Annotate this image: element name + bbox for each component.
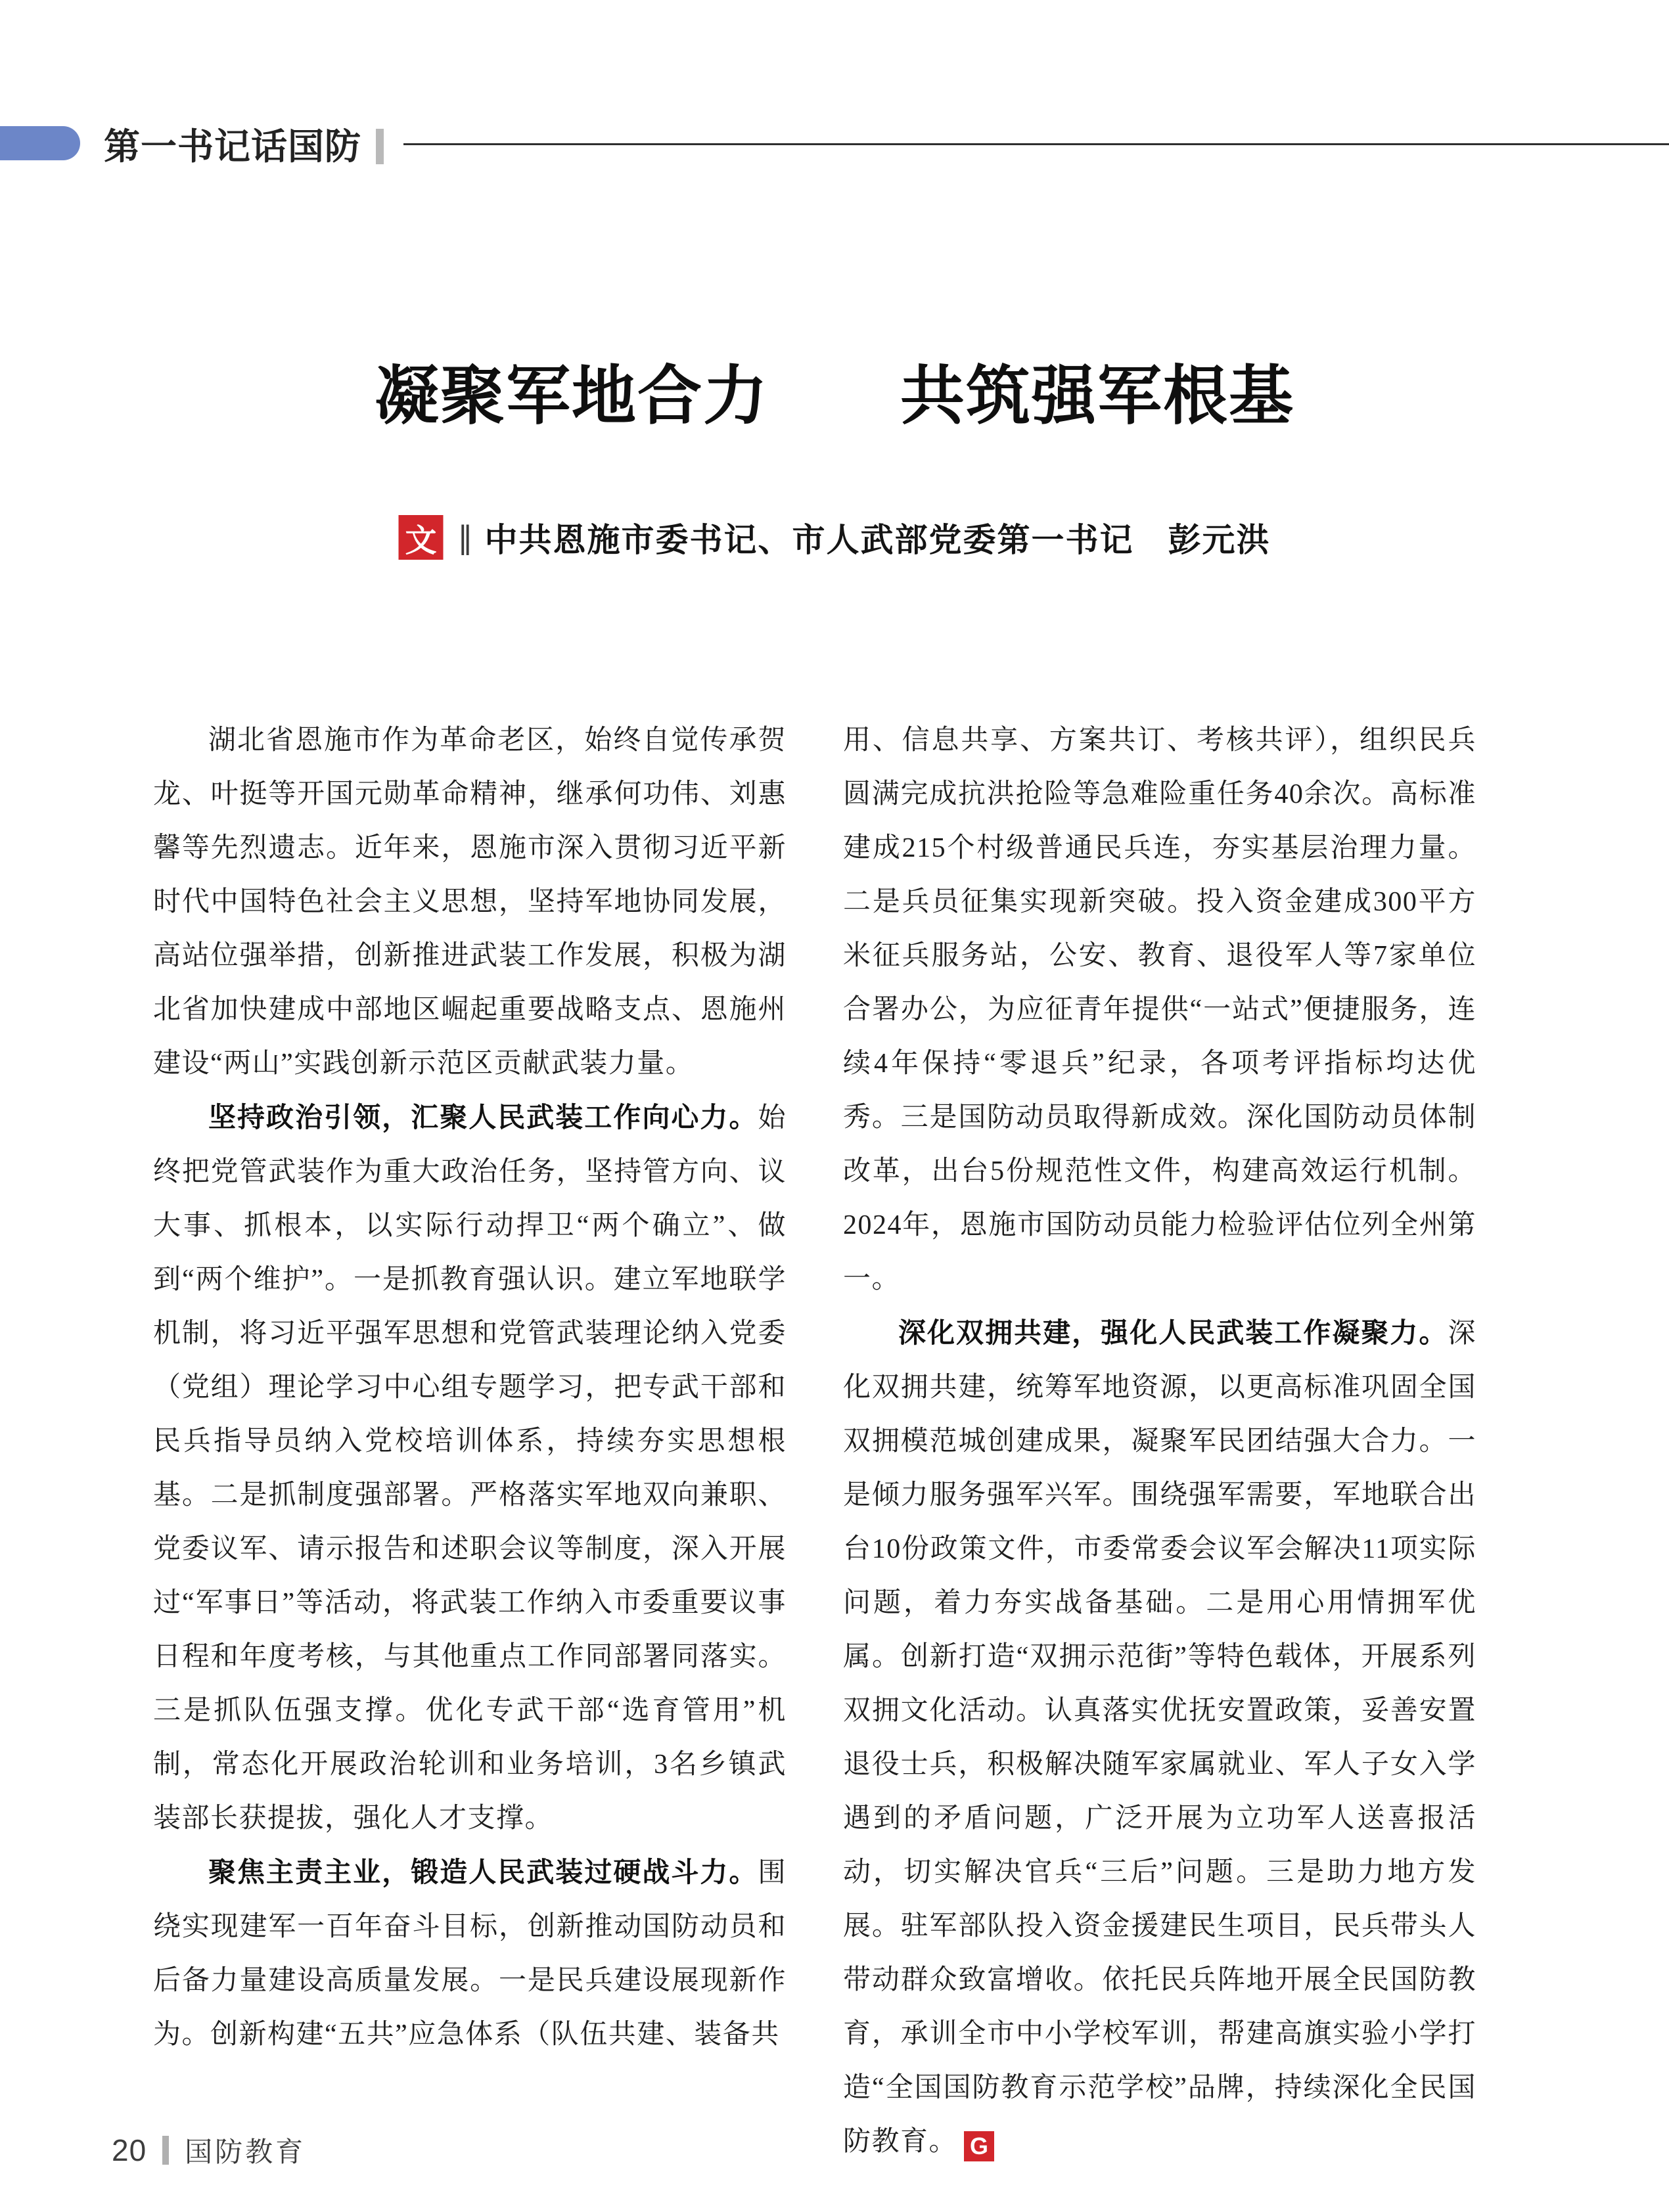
byline-separator: ‖ bbox=[457, 520, 473, 555]
column-left bbox=[153, 713, 787, 2169]
section-title: 第一书记话国防 bbox=[104, 126, 362, 167]
header-rule bbox=[403, 143, 1669, 145]
article-title: 凝聚军地合力 共筑强军根基 bbox=[374, 359, 1294, 432]
article-end-mark: G bbox=[964, 2131, 994, 2161]
page-number: 20 bbox=[112, 2133, 147, 2167]
paragraph: 聚焦主责主业，锻造人民武装过硬战斗力。围绕实现建军一百年奋斗目标，创新推动国防动员和后备力量建设高质量发展。一是民兵建设展现新作为。创新构建“五共”应急体系（队伍共建、装备共 bbox=[153, 1857, 787, 2050]
paragraph: 湖北省恩施市作为革命老区，始终自觉传承贺龙、叶挺等开国元勋革命精神，继承何功伟、刘惠馨等先烈遗志。近年来，恩施市深入贯彻习近平新时代中国特色社会主义思想，坚持军地协同发展，高站位强举措，创新推进武装工作发展，积极为湖北省加快建成中部地区崛起重要战略支点、恩施州建设“两山”实践创新示范区贡献武装力量。 bbox=[153, 725, 787, 1079]
byline bbox=[399, 514, 1271, 561]
paragraph-bold-lead: 深化双拥共建，强化人民武装工作凝聚力。 bbox=[898, 1317, 1448, 1348]
footer-section: 国防教育 bbox=[185, 2136, 306, 2167]
paragraph: 用、信息共享、方案共订、考核共评），组织民兵圆满完成抗洪抢险等急难险重任务40余次。高标准建成215个村级普通民兵连，夯实基层治理力量。二是兵员征集实现新突破。投入资金建成300平方米征兵服务站，公安、教育、退役军人等7家单位合署办公，为应征青年提供“一站式”便捷服务，连续4年保持“零退兵”纪录，各项考评指标均达优秀。三是国防动员取得新成效。深化国防动员体制改革，出台5份规范性文件，构建高效运行机制。2024年，恩施市国防动员能力检验评估位列全州第一。 bbox=[843, 725, 1476, 1294]
page-footer bbox=[112, 2133, 306, 2168]
paragraph-bold-lead: 坚持政治引领，汇聚人民武装工作向心力。 bbox=[208, 1102, 758, 1133]
paragraph: 深化双拥共建，强化人民武装工作凝聚力。深化双拥共建，统筹军地资源，以更高标准巩固全国双拥模范城创建成果，凝聚军民团结强大合力。一是倾力服务强军兴军。围绕强军需要，军地联合出台10份政策文件，市委常委会议军会解决11项实际问题，着力夯实战备基础。二是用心用情拥军优属。创新打造“双拥示范街”等特色载体，开展系列双拥文化活动。认真落实优抚安置政策，妥善安置退役士兵，积极解决随军家属就业、军人子女入学遇到的矛盾问题，广泛开展为立功军人送喜报活动，切实解决官兵“三后”问题。三是助力地方发展。驻军部队投入资金援建民生项目，民兵带头人带动群众致富增收。依托民兵阵地开展全民国防教育，承训全市中小学校军训，帮建高旗实验小学打造“全国国防教育示范学校”品牌，持续深化全民国防教育。 G bbox=[843, 1306, 1476, 2169]
article-body bbox=[153, 713, 1476, 2169]
byline-text: 中共恩施市委书记、市人武部党委第一书记 彭元洪 bbox=[484, 522, 1271, 558]
author-label-box: 文 bbox=[399, 515, 444, 560]
header-divider-tick bbox=[376, 129, 384, 164]
header-accent-pill bbox=[0, 126, 80, 160]
paragraph: 坚持政治引领，汇聚人民武装工作向心力。始终把党管武装作为重大政治任务，坚持管方向、议大事、抓根本，以实际行动捍卫“两个确立”、做到“两个维护”。一是抓教育强认识。建立军地联学机制，将习近平强军思想和党管武装理论纳入党委（党组）理论学习中心组专题学习，把专武干部和民兵指导员纳入党校培训体系，持续夯实思想根基。二是抓制度强部署。严格落实军地双向兼职、党委议军、请示报告和述职会议等制度，深入开展过“军事日”等活动，将武装工作纳入市委重要议事日程和年度考核，与其他重点工作同部署同落实。三是抓队伍强支撑。优化专武干部“选育管用”机制，常态化开展政治轮训和业务培训，3名乡镇武装部长获提拔，强化人才支撑。 bbox=[153, 1102, 787, 1834]
footer-divider bbox=[162, 2136, 169, 2165]
paragraph-bold-lead: 聚焦主责主业，锻造人民武装过硬战斗力。 bbox=[208, 1857, 758, 1887]
column-right bbox=[843, 713, 1476, 2169]
